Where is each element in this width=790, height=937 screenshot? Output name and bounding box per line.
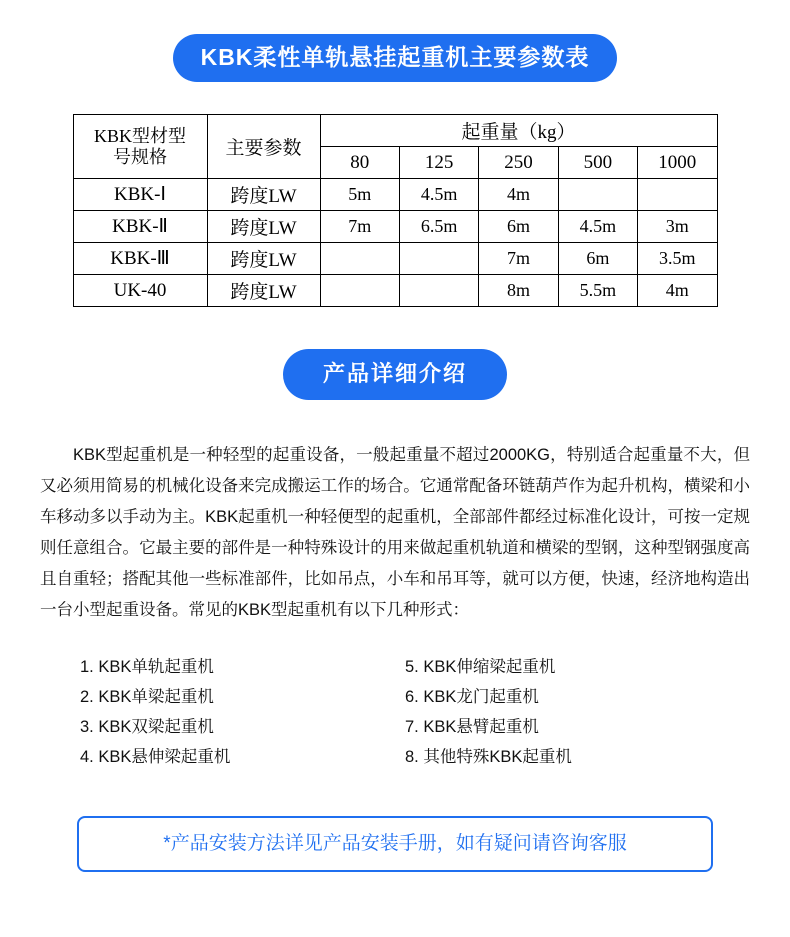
cell-model: KBK-Ⅲ [73, 243, 207, 275]
table-row [73, 179, 717, 211]
crane-type-list-right-column [405, 652, 572, 772]
cell-model: KBK-Ⅰ [73, 179, 207, 211]
footer-note-container [77, 816, 713, 872]
cell-value: 4m [479, 179, 558, 211]
cell-param: 跨度LW [207, 275, 320, 307]
cell-value [638, 179, 717, 211]
list-item: 2. KBK单梁起重机 [80, 688, 214, 706]
header-capacity-250: 250 [479, 147, 558, 179]
cell-param: 跨度LW [207, 211, 320, 243]
cell-value: 7m [479, 243, 558, 275]
cell-value: 4.5m [399, 179, 478, 211]
cell-param: 跨度LW [207, 243, 320, 275]
header-model-line2: 号规格 [113, 146, 167, 167]
list-item: 4. KBK悬伸梁起重机 [80, 748, 231, 766]
table-header-row-1 [73, 115, 717, 147]
header-param: 主要参数 [207, 115, 320, 179]
title-banner-container [0, 34, 790, 82]
cell-model: UK-40 [73, 275, 207, 307]
table-row [73, 243, 717, 275]
cell-value: 3.5m [638, 243, 717, 275]
header-model [73, 115, 207, 179]
section-heading: 产品详细介绍 [283, 349, 507, 400]
crane-type-list [0, 652, 790, 772]
cell-value: 3m [638, 211, 717, 243]
list-item: 3. KBK双梁起重机 [80, 718, 214, 736]
footer-note: *产品安装方法详见产品安装手册，如有疑问请咨询客服 [77, 816, 713, 872]
cell-value: 4m [638, 275, 717, 307]
spec-table-container [73, 114, 718, 307]
cell-value: 6m [558, 243, 637, 275]
header-capacity-80: 80 [320, 147, 399, 179]
table-row [73, 211, 717, 243]
cell-value [320, 275, 399, 307]
product-detail-page [0, 34, 790, 937]
list-item: 6. KBK龙门起重机 [405, 688, 539, 706]
list-item: 7. KBK悬臂起重机 [405, 718, 539, 736]
list-item: 8. 其他特殊KBK起重机 [405, 748, 572, 766]
body-paragraph: KBK型起重机是一种轻型的起重设备，一般起重量不超过2000KG，特别适合起重量不大，但又必须用简易的机械化设备来完成搬运工作的场合。它通常配备环链葫芦作为起升机构，横梁和小车移动多以手动为主。KBK起重机一种轻便型的起重机，全部部件都经过标准化设计，可按一定规则任意组合。它最主要的部件是一种特殊设计的用来做起重机轨道和横梁的型钢，这种型钢强度高且自重轻；搭配其他一些标准部件，比如吊点，小车和吊耳等，就可以方便，快速，经济地构造出一台小型起重设备。常见的KBK型起重机有以下几种形式： [40, 446, 750, 619]
cell-value [558, 179, 637, 211]
list-item: 5. KBK伸缩梁起重机 [405, 658, 556, 676]
crane-type-list-left-column [80, 652, 405, 772]
cell-value [320, 243, 399, 275]
page-title: KBK柔性单轨悬挂起重机主要参数表 [173, 34, 618, 82]
spec-table-body [73, 179, 717, 307]
cell-value: 5.5m [558, 275, 637, 307]
header-capacity-group: 起重量（kg） [320, 115, 717, 147]
spec-table-head [73, 115, 717, 179]
cell-param: 跨度LW [207, 179, 320, 211]
cell-value [399, 243, 478, 275]
cell-value: 4.5m [558, 211, 637, 243]
table-row [73, 275, 717, 307]
cell-value: 5m [320, 179, 399, 211]
list-item: 1. KBK单轨起重机 [80, 658, 214, 676]
cell-value: 6m [479, 211, 558, 243]
cell-value: 8m [479, 275, 558, 307]
header-model-line1: KBK型材型 [93, 125, 186, 146]
header-capacity-125: 125 [399, 147, 478, 179]
cell-value [399, 275, 478, 307]
header-capacity-500: 500 [558, 147, 637, 179]
section-heading-container [0, 349, 790, 400]
header-capacity-1000: 1000 [638, 147, 717, 179]
cell-model: KBK-Ⅱ [73, 211, 207, 243]
cell-value: 6.5m [399, 211, 478, 243]
spec-table [73, 114, 718, 307]
cell-value: 7m [320, 211, 399, 243]
